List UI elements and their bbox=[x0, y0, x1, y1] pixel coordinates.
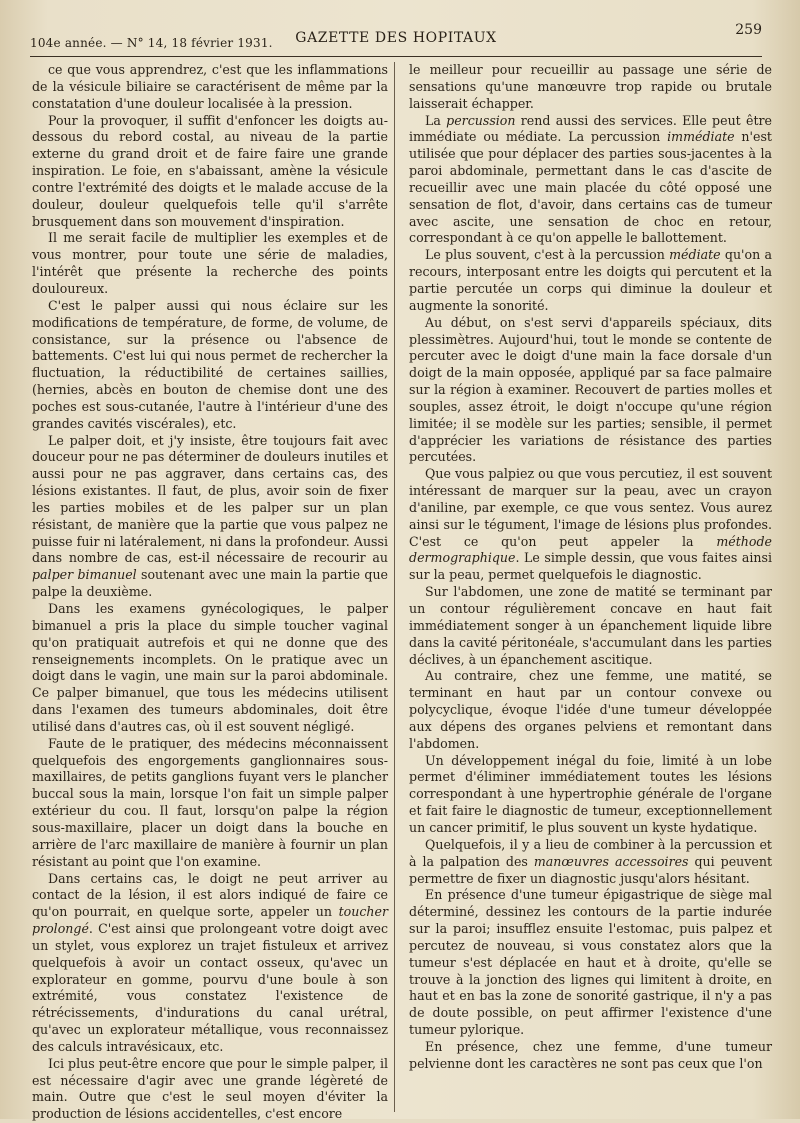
paragraph: Le plus souvent, c'est à la percussion médiate qu'on a recours, interposant entre les doigts qui percutent et la partie percutée un corps qui diminue la douleur et augmente la sonorité. bbox=[409, 247, 772, 313]
paragraph: Un développement inégal du foie, limité à un lobe permet d'éliminer immédiatement toutes les lésions correspondant à une hypertrophie générale de l'organe et fait faire le diagnostic de tumeur, exceptionnellement un cancer primitif, le plus souvent un kyste hydatique. bbox=[409, 752, 772, 835]
page-number: 259 bbox=[735, 22, 762, 38]
paragraph: Faute de le pratiquer, des médecins méconnaissent quelquefois des engorgements ganglionnaires sous-maxillaires, de petits ganglions fuyant vers le plancher buccal sous la main, lorsque l'on fait un simple palper extérieur du cou. Il faut, lorsqu'on palpe la région sous-maxillaire, placer un doigt dans la bouche en arrière de l'arc maxillaire de manière à fournir un plan résistant au point que l'on examine. bbox=[32, 735, 389, 869]
left-column bbox=[32, 62, 395, 1122]
paragraph: Au début, on s'est servi d'appareils spéciaux, dits plessimètres. Aujourd'hui, tout le monde se contente de percuter avec le doigt d'une main la face dorsale d'un doigt de la main opposée, appliqué par sa face palmaire sur la région à examiner. Recouvert de parties molles et souples, assez étroit, le doigt n'occupe qu'une région limitée; il se modèle sur les parties; sensible, il permet d'apprécier les variations de résistance des parties percutées. bbox=[409, 314, 772, 465]
paragraph: Dans les examens gynécologiques, le palper bimanuel a pris la place du simple toucher vaginal qu'on pratiquait autrefois et qui ne donne que des renseignements incomplets. On le pratique avec un doigt dans le vagin, une main sur la paroi abdominale. Ce palper bimanuel, que tous les médecins utilisent dans l'examen des tumeurs abdominales, doit être utilisé dans d'autres cas, où il est souvent négligé. bbox=[32, 601, 389, 734]
publication-title: GAZETTE DES HOPITAUX bbox=[295, 30, 497, 46]
page-header bbox=[30, 22, 762, 57]
paragraph: Le palper doit, et j'y insiste, être toujours fait avec douceur pour ne pas déterminer de douleurs inutiles et aussi pour ne pas aggraver, dans certains cas, des lésions existantes. Il faut, de plus, avoir soin de fixer les parties mobiles et de les palper sur un plan résistant, de manière que la partie que vous palpez ne puisse fuir ni latéralement, ni dans la profondeur. Aussi dans nombre de cas, est-il nécessaire de recourir au palper bimanuel soutenant avec une main la partie que palpe la deuxième. bbox=[32, 432, 389, 600]
paragraph: En présence d'une tumeur épigastrique de siège mal déterminé, dessinez les contours de la partie indurée sur la paroi; insufflez ensuite l'estomac, puis palpez et percutez de nouveau, si vous constatez alors que la tumeur s'est déplacée en haut et à droite, qu'elle se trouve à la jonction des lignes qui limitent à droite, en haut et en bas la zone de sonorité gastrique, il n'y a pas de doute possible, on peut affirmer l'existence d'une tumeur pylorique. bbox=[409, 887, 772, 1038]
right-column bbox=[409, 62, 772, 1112]
paragraph: Que vous palpiez ou que vous percutiez, il est souvent intéressant de marquer sur la peau, avec un crayon d'aniline, par exemple, ce que vous sentez. Vous aurez ainsi sur le tégument, l'image de lésions plus profondes. C'est ce qu'on peut appeler la méthode dermographique. Le simple dessin, que vous faites ainsi sur la peau, permet quelquefois le diagnostic. bbox=[409, 466, 772, 583]
paragraph: En présence, chez une femme, d'une tumeur pelvienne dont les caractères ne sont pas ceux que l'on bbox=[409, 1038, 772, 1071]
paragraph: Au contraire, chez une femme, une matité, se terminant en haut par un contour convexe ou polycyclique, évoque l'idée d'une tumeur développée aux dépens des organes pelviens et remontant dans l'abdomen. bbox=[409, 668, 772, 751]
paragraph: Pour la provoquer, il suffit d'enfoncer les doigts au-dessous du rebord costal, au niveau de la partie externe du grand droit et de faire faire une grande inspiration. Le foie, en s'abaissant, amène la vésicule contre l'extrémité des doigts et le malade accuse de la douleur, douleur quelquefois telle qu'il s'arrête brusquement dans son mouvement d'inspiration. bbox=[32, 112, 389, 229]
paragraph: Quelquefois, il y a lieu de combiner à la percussion et à la palpation des manœuvres accessoires qui peuvent permettre de fixer un diagnostic jusqu'alors hésitant. bbox=[409, 836, 773, 886]
paragraph: La percussion rend aussi des services. Elle peut être immédiate ou médiate. La percussion immédiate n'est utilisée que pour déplacer des parties sous-jacentes à la paroi abdominale, permettant dans le cas d'ascite de recueillir avec une main placée du côté opposé une sensation de flot, d'avoir, dans certains cas de tumeur avec ascite, une sensation de choc en retour, correspondant à ce qu'on appelle le ballottement. bbox=[409, 112, 772, 246]
paragraph: C'est le palper aussi qui nous éclaire sur les modifications de température, de forme, de volume, de consistance, sur la présence ou l'absence de battements. C'est lui qui nous permet de rechercher la fluctuation, la réductibilité de certaines saillies, (hernies, abcès en bouton de chemise dont une des poches est sous-cutanée, l'autre à l'intérieur d'une des grandes cavités viscérales), etc. bbox=[32, 297, 389, 431]
paragraph: Dans certains cas, le doigt ne peut arriver au contact de la lésion, il est alors indiqué de faire ce qu'on pourrait, en quelque sorte, appeler un toucher prolongé. C'est ainsi que prolongeant votre doigt avec un stylet, vous explorez un trajet fistuleux et arrivez quelquefois à avoir un contact osseux, qu'avec un explorateur en gomme, pourvu d'une boule à son extrémité, vous constatez l'existence de rétrécissements, d'indurations du canal urétral, qu'avec un explorateur métallique, vous reconnaissez des calculs intravésicaux, etc. bbox=[32, 870, 389, 1054]
paragraph: ce que vous apprendrez, c'est que les inflammations de la vésicule biliaire se caractérisent de même par la constatation d'une douleur localisée à la pression. bbox=[32, 62, 389, 111]
paragraph: le meilleur pour recueillir au passage une série de sensations qu'une manœuvre trop rapide ou brutale laisserait échapper. bbox=[409, 62, 772, 111]
paragraph: Il me serait facile de multiplier les exemples et de vous montrer, pour toute une série de maladies, l'intérêt que présente la recherche des points douloureux. bbox=[32, 230, 389, 296]
text-columns bbox=[32, 62, 773, 1122]
issue-info: 104e année. — N° 14, 18 février 1931. bbox=[30, 36, 273, 50]
paragraph: Sur l'abdomen, une zone de matité se terminant par un contour régulièrement concave en haut fait immédiatement songer à un épanchement liquide libre dans la cavité péritonéale, s'accumulant dans les parties déclives, à un épanchement ascitique. bbox=[409, 584, 772, 667]
paragraph: Ici plus peut-être encore que pour le simple palper, il est nécessaire d'agir avec une grande légèreté de main. Outre que c'est le seul moyen d'éviter la production de lésions accidentelles, c'est encore bbox=[32, 1055, 389, 1122]
